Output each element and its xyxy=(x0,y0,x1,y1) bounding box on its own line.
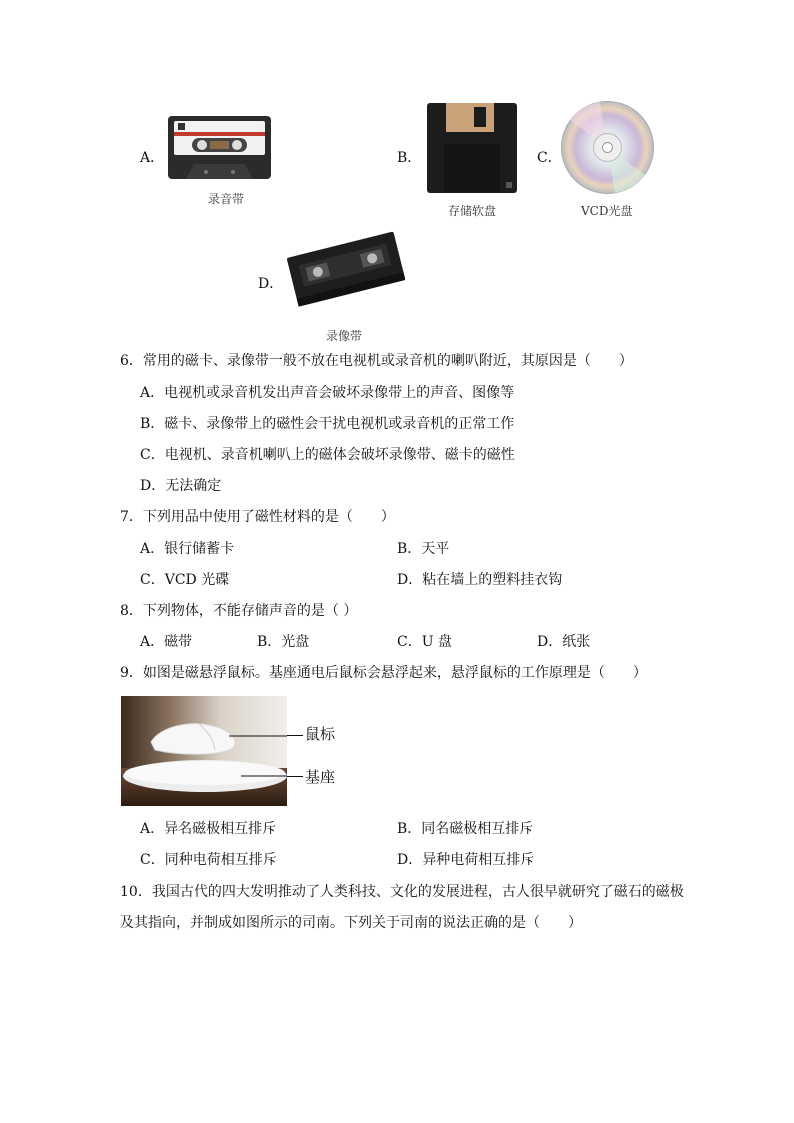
base-pointer-line xyxy=(287,776,303,777)
q6-option-d: D．无法确定 xyxy=(140,478,222,494)
q6-option-a: A．电视机或录音机发出声音会破坏录像带上的声音、图像等 xyxy=(140,385,515,401)
q8-option-c: C．U 盘 xyxy=(397,634,452,650)
option-a-label: A． xyxy=(140,150,165,166)
vcd-disc-image xyxy=(560,100,655,195)
option-d-caption: 录像带 xyxy=(326,329,363,343)
q8-option-d: D．纸张 xyxy=(537,634,591,650)
q6-option-b: B．磁卡、录像带上的磁性会干扰电视机或录音机的正常工作 xyxy=(140,416,515,432)
video-tape-image xyxy=(287,230,405,308)
option-a-caption: 录音带 xyxy=(208,192,245,206)
q8-option-b: B．光盘 xyxy=(257,634,310,650)
q7-option-b: B．天平 xyxy=(397,541,450,557)
q7-option-c: C．VCD 光碟 xyxy=(140,572,230,588)
q6-option-c: C．电视机、录音机喇叭上的磁体会破坏录像带、磁卡的磁性 xyxy=(140,447,515,463)
label-mouse: 鼠标 xyxy=(305,725,336,743)
q10-stem-line1: 10．我国古代的四大发明推动了人类科技、文化的发展进程，古人很早就研究了磁石的磁极 xyxy=(120,884,684,900)
q7-option-d: D．粘在墙上的塑料挂衣钩 xyxy=(397,572,563,588)
q8-stem: 8．下列物体，不能存储声音的是（ ） xyxy=(120,603,358,619)
option-c-label: C． xyxy=(537,150,562,166)
cassette-tape-image xyxy=(166,114,273,183)
q9-option-c: C．同种电荷相互排斥 xyxy=(140,852,277,868)
q10-stem-line2: 及其指向，并制成如图所示的司南。下列关于司南的说法正确的是（ ） xyxy=(120,915,582,931)
q8-option-a: A．磁带 xyxy=(140,634,193,650)
floppy-disk-image xyxy=(426,102,518,194)
option-d-label: D． xyxy=(258,276,284,292)
mouse-pointer-line xyxy=(287,735,303,736)
q9-stem: 9．如图是磁悬浮鼠标。基座通电后鼠标会悬浮起来，悬浮鼠标的工作原理是（ ） xyxy=(120,665,647,681)
option-c-caption: VCD光盘 xyxy=(581,204,633,218)
option-b-label: B． xyxy=(397,150,422,166)
q9-option-a: A．异名磁极相互排斥 xyxy=(140,821,277,837)
q6-stem: 6．常用的磁卡、录像带一般不放在电视机或录音机的喇叭附近，其原因是（ ） xyxy=(120,353,633,369)
q9-option-d: D．异种电荷相互排斥 xyxy=(397,852,535,868)
label-base: 基座 xyxy=(305,768,336,786)
q9-option-b: B．同名磁极相互排斥 xyxy=(397,821,534,837)
levitating-mouse-photo xyxy=(121,696,287,806)
q7-stem: 7．下列用品中使用了磁性材料的是（ ） xyxy=(120,509,395,525)
q7-option-a: A．银行储蓄卡 xyxy=(140,541,235,557)
option-b-caption: 存储软盘 xyxy=(448,204,497,218)
